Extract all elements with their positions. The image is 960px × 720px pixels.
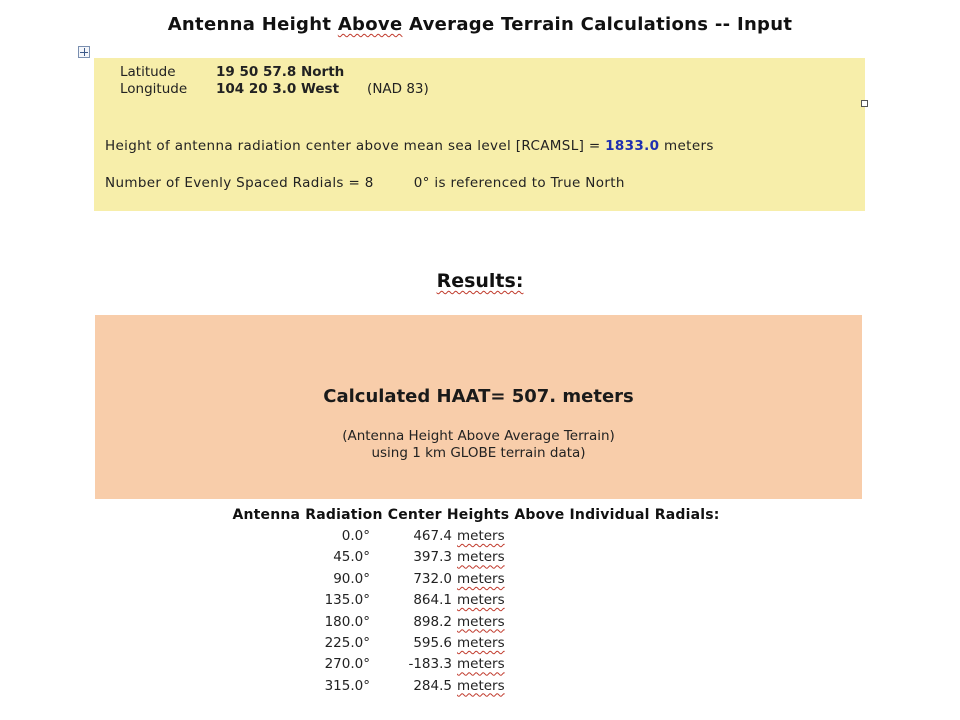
haat-note-line2: using 1 km GLOBE terrain data) bbox=[371, 445, 586, 461]
latitude-label: Latitude bbox=[120, 64, 176, 80]
radial-height: 732.0 bbox=[413, 570, 452, 587]
radial-unit: meters bbox=[457, 592, 505, 609]
radial-row bbox=[300, 528, 505, 549]
radial-row bbox=[300, 678, 505, 699]
radial-unit: meters bbox=[457, 677, 505, 694]
rcamsl-text: Height of antenna radiation center above mean sea level [RCAMSL] = bbox=[105, 138, 606, 154]
radial-row bbox=[300, 592, 505, 613]
title-post: Average Terrain Calculations -- Input bbox=[402, 14, 793, 35]
radial-angle: 135.0° bbox=[324, 592, 370, 609]
haat-result: Calculated HAAT= 507. meters bbox=[323, 386, 634, 407]
title-pre: Antenna Height bbox=[167, 14, 338, 35]
radial-angle: 0.0° bbox=[341, 528, 370, 544]
radial-angle: 180.0° bbox=[324, 613, 370, 630]
table-move-handle-icon[interactable] bbox=[78, 46, 90, 58]
radials-list bbox=[300, 528, 505, 699]
radial-unit: meters bbox=[457, 549, 505, 566]
radial-angle: 270.0° bbox=[324, 656, 370, 673]
radial-height: 864.1 bbox=[413, 592, 452, 609]
haat-note bbox=[95, 428, 862, 462]
rcamsl-value: 1833.0 bbox=[605, 138, 660, 154]
rcamsl-unit: meters bbox=[659, 138, 714, 154]
radial-angle: 225.0° bbox=[324, 634, 370, 651]
rcamsl-line bbox=[105, 138, 714, 154]
latitude-value: 19 50 57.8 North bbox=[216, 64, 345, 80]
radial-height: 898.2 bbox=[413, 613, 452, 630]
results-heading: Results: bbox=[436, 270, 524, 292]
datum-label: (NAD 83) bbox=[367, 81, 429, 97]
radial-unit: meters bbox=[457, 528, 505, 544]
radial-row bbox=[300, 571, 505, 592]
radials-count-text: Number of Evenly Spaced Radials = 8 bbox=[105, 175, 374, 191]
radial-unit: meters bbox=[457, 634, 505, 651]
radial-height: 595.6 bbox=[413, 634, 452, 651]
radial-height: 397.3 bbox=[413, 549, 452, 566]
radial-angle: 315.0° bbox=[324, 677, 370, 694]
haat-note-line1: (Antenna Height Above Average Terrain) bbox=[342, 428, 615, 444]
radial-angle: 45.0° bbox=[333, 549, 370, 566]
radial-height: 284.5 bbox=[413, 677, 452, 694]
title-squiggled-word: Above bbox=[337, 14, 403, 35]
radial-row bbox=[300, 656, 505, 677]
radials-line bbox=[105, 175, 625, 191]
resize-handle-icon[interactable] bbox=[861, 100, 868, 107]
radial-unit: meters bbox=[457, 570, 505, 587]
radial-row bbox=[300, 614, 505, 635]
radial-unit: meters bbox=[457, 656, 505, 673]
radial-row bbox=[300, 635, 505, 656]
radials-heading: Antenna Radiation Center Heights Above Individual Radials: bbox=[232, 507, 720, 523]
page-title bbox=[0, 14, 960, 35]
radial-height: 467.4 bbox=[413, 528, 452, 544]
radial-row bbox=[300, 549, 505, 570]
longitude-label: Longitude bbox=[120, 81, 188, 97]
radial-height: -183.3 bbox=[408, 656, 452, 673]
radial-angle: 90.0° bbox=[333, 570, 370, 587]
radial-unit: meters bbox=[457, 613, 505, 630]
latitude-row bbox=[120, 64, 344, 80]
input-panel bbox=[94, 58, 865, 211]
longitude-value: 104 20 3.0 West bbox=[216, 81, 340, 97]
reference-text: 0° is referenced to True North bbox=[413, 175, 625, 191]
longitude-row bbox=[120, 81, 429, 97]
result-panel bbox=[95, 315, 862, 499]
